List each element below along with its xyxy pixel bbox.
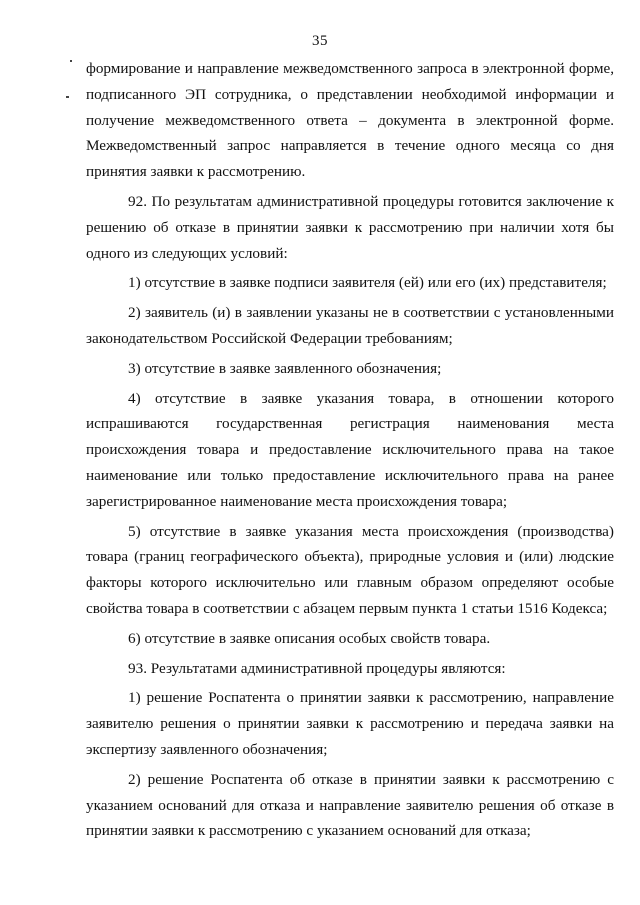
paragraph-92-item-1: 1) отсутствие в заявке подписи заявителя (ей) или его (их) представителя; bbox=[128, 274, 607, 292]
page-number: 35 bbox=[312, 33, 328, 49]
paragraph-92-item-3: 3) отсутствие в заявке заявленного обозначения; bbox=[128, 359, 442, 377]
paragraph-92: 92. По результатам административной процедуры готовится заключение к решению об отказе в принятии заявки к рассмотрению при наличии хотя бы одного из следующих условий: bbox=[86, 192, 614, 262]
paragraph-93-item-2: 2) решение Роспатента об отказе в принятии заявки к рассмотрению с указанием оснований для отказа и направление заявителю решения об отказе в принятии заявки к рассмотрению с указанием оснований для отказа; bbox=[86, 770, 614, 840]
margin-mark-top bbox=[70, 60, 72, 62]
paragraph-92-item-5: 5) отсутствие в заявке указания места происхождения (производства) товара (границ географического объекта), природные условия и (или) людские факторы которого исключительно или главным образом определяют особые свойства товара в соответствии с абзацем первым пункта 1 статьи 1516 Кодекса; bbox=[86, 522, 614, 617]
document-body bbox=[86, 56, 614, 848]
paragraph-92-item-4: 4) отсутствие в заявке указания товара, в отношении которого испрашиваются государственная регистрация наименования места происхождения товара и предоставление исключительного права на такое наименование или только предоставление исключительного права на ранее зарегистрированное наименование места происхождения товара; bbox=[86, 389, 614, 510]
paragraph-92-item-2: 2) заявитель (и) в заявлении указаны не в соответствии с установленными законодательством Российской Федерации требованиям; bbox=[86, 304, 614, 347]
paragraph-93-item-1: 1) решение Роспатента о принятии заявки к рассмотрению, направление заявителю решения о принятии заявки к рассмотрению и передача заявки на экспертизу заявленного обозначения; bbox=[86, 689, 614, 758]
paragraph-continuation: формирование и направление межведомственного запроса в электронной форме, подписанного ЭП сотрудника, о представлении необходимой информации и получение межведомственного ответа – документа в электронной форме. Межведомственный запрос направляется в течение одного месяца со дня принятия заявки к рассмотрению. bbox=[86, 60, 614, 181]
paragraph-93: 93. Результатами административной процедуры являются: bbox=[128, 659, 506, 677]
margin-mark-bottom bbox=[66, 96, 69, 98]
paragraph-92-item-6: 6) отсутствие в заявке описания особых свойств товара. bbox=[128, 629, 491, 647]
